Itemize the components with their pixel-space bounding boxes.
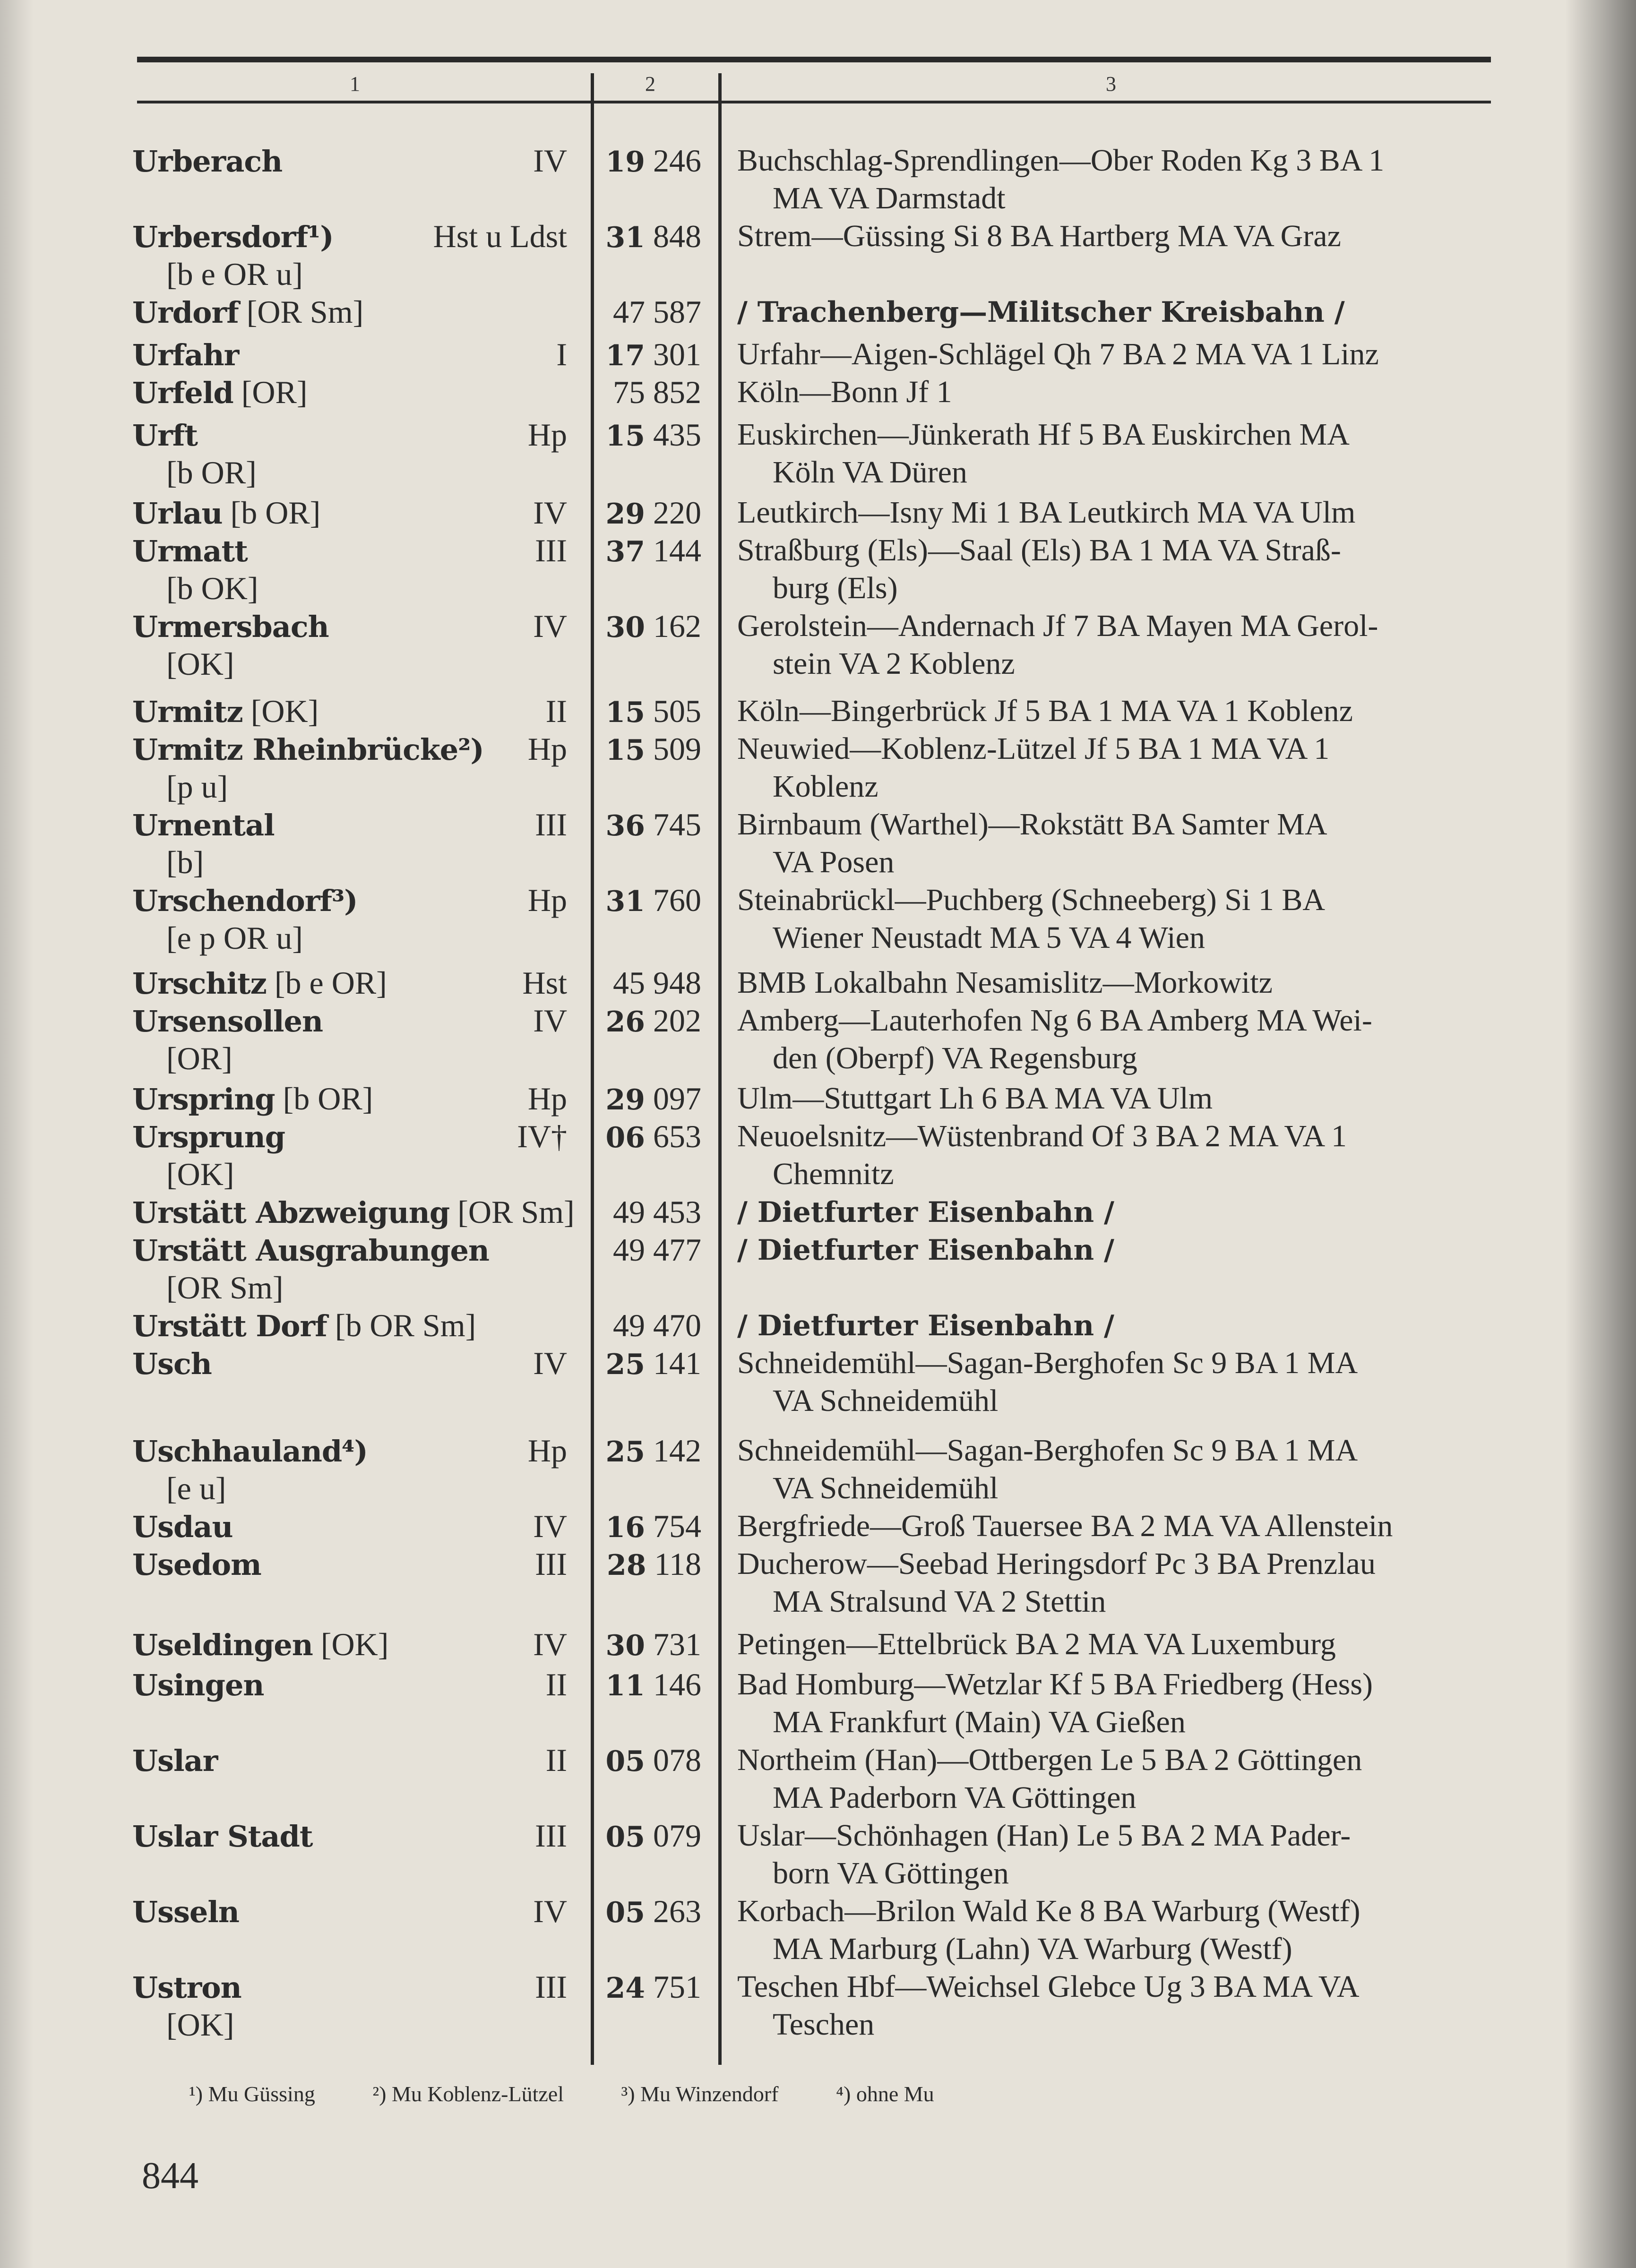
route-line — [737, 1002, 1372, 1040]
route-text: Bad Homburg—Wetzlar Kf 5 BA Friedberg (Hess) — [737, 1667, 1373, 1701]
column-header-3: 3 — [1106, 72, 1116, 95]
station-name: Ursprung — [132, 1120, 285, 1154]
route-line — [737, 1507, 1393, 1546]
route-line-continued: Köln VA Düren — [773, 455, 967, 490]
station-class: IV — [533, 143, 567, 179]
route-line — [737, 335, 1379, 374]
station-name-line — [132, 1507, 233, 1546]
route-line — [737, 964, 1273, 1002]
station-number-prefix: 30 — [605, 1629, 645, 1662]
station-class: II — [545, 1742, 567, 1778]
route-line — [737, 692, 1353, 730]
station-number-suffix: 079 — [645, 1818, 701, 1854]
route-line-continued: den (Oberpf) VA Regensburg — [773, 1041, 1137, 1075]
station-number — [606, 1741, 702, 1780]
station-class: III — [535, 1969, 567, 2005]
station-number — [606, 692, 702, 731]
route-line-continued: Chemnitz — [773, 1157, 894, 1191]
station-name-line — [132, 730, 484, 769]
route-line — [737, 1741, 1362, 1779]
station-name-line — [132, 692, 319, 731]
station-number-prefix: 29 — [605, 498, 645, 531]
station-number — [607, 1545, 701, 1584]
footnote-3: ³) Mu Winzendorf — [621, 2082, 779, 2106]
station-number — [606, 1117, 702, 1157]
column-header-2: 2 — [645, 72, 655, 95]
station-number — [606, 881, 702, 920]
station-number — [606, 142, 702, 181]
station-flags: [OK] — [312, 1626, 389, 1662]
route-line — [737, 1432, 1358, 1470]
station-number-prefix: 28 — [607, 1549, 646, 1582]
route-line — [737, 1231, 1114, 1269]
station-number-suffix: 162 — [645, 608, 701, 644]
route-line-continued: burg (Els) — [773, 571, 898, 605]
station-name-line — [132, 1625, 388, 1664]
route-text: Schneidemühl—Sagan-Berghofen Sc 9 BA 1 MA — [737, 1346, 1358, 1380]
footnote-2: ²) Mu Koblenz-Lützel — [372, 2082, 564, 2106]
station-name-line — [132, 806, 275, 844]
station-name-line — [132, 1117, 285, 1156]
station-number-suffix: 49 477 — [613, 1232, 701, 1268]
station-name-line — [132, 142, 282, 180]
station-name-line — [132, 1002, 323, 1040]
station-number-suffix: 75 852 — [613, 374, 701, 410]
station-number-suffix: 505 — [645, 693, 701, 729]
station-class: IV — [533, 495, 567, 531]
station-name: Usdau — [132, 1510, 233, 1544]
route-text: Northeim (Han)—Ottbergen Le 5 BA 2 Göttingen — [737, 1743, 1362, 1777]
station-class: Hst — [522, 965, 567, 1001]
station-class: IV — [533, 1508, 567, 1544]
route-text: Neuwied—Koblenz-Lützel Jf 5 BA 1 MA VA 1 — [737, 731, 1330, 766]
station-number-suffix: 754 — [645, 1508, 701, 1544]
route-line — [737, 607, 1378, 645]
route-text: Gerolstein—Andernach Jf 7 BA Mayen MA Gerol- — [737, 609, 1378, 643]
station-name-line — [132, 1545, 261, 1584]
station-flags-line2: [e p OR u] — [166, 920, 303, 956]
station-name: Urstätt Dorf — [132, 1309, 327, 1343]
station-class: Hst u Ldst — [433, 218, 567, 254]
station-name-line — [132, 607, 329, 646]
station-number-suffix: 202 — [645, 1003, 701, 1039]
footnote-1: ¹) Mu Güssing — [189, 2082, 315, 2106]
station-name-line — [132, 1306, 476, 1345]
station-name: Urspring — [132, 1082, 275, 1117]
station-name: Urdorf — [132, 295, 239, 330]
station-name: Ustron — [132, 1970, 241, 2005]
station-number-prefix: 31 — [605, 885, 645, 918]
station-flags-line2: [b OK] — [166, 570, 258, 606]
route-line — [737, 1625, 1336, 1664]
top-rule — [137, 57, 1491, 62]
station-number-suffix: 263 — [645, 1893, 701, 1929]
station-name: Usseln — [132, 1895, 239, 1929]
station-number — [606, 217, 702, 257]
station-class: Hp — [527, 1081, 567, 1117]
station-name-line — [132, 416, 198, 455]
route-text: Amberg—Lauterhofen Ng 6 BA Amberg MA Wei- — [737, 1003, 1372, 1038]
station-flags: [b OR Sm] — [327, 1307, 476, 1343]
station-name: Uschhauland⁴) — [132, 1434, 368, 1469]
route-text: Ducherow—Seebad Heringsdorf Pc 3 BA Prenzlau — [737, 1546, 1376, 1581]
station-number — [606, 1625, 702, 1665]
station-class: Hp — [527, 731, 567, 767]
station-number — [606, 1080, 702, 1119]
station-number-suffix: 848 — [645, 218, 701, 254]
route-railway-bold: / Dietfurter Eisenbahn / — [737, 1196, 1114, 1229]
station-flags-line2: [OR Sm] — [166, 1270, 284, 1306]
route-line — [737, 1117, 1347, 1156]
station-number — [606, 1892, 702, 1932]
route-text: Steinabrückl—Puchberg (Schneeberg) Si 1 BA — [737, 883, 1326, 917]
station-number — [613, 373, 701, 412]
station-name-line — [132, 532, 248, 570]
route-text: Teschen Hbf—Weichsel Glebce Ug 3 BA MA VA — [737, 1969, 1360, 2004]
route-line-continued: Koblenz — [773, 769, 878, 804]
route-line-continued: MA VA Darmstadt — [773, 181, 1006, 215]
route-line — [737, 1892, 1360, 1931]
station-number — [606, 532, 702, 571]
station-number — [613, 1306, 701, 1346]
station-number-suffix: 097 — [645, 1081, 701, 1117]
station-class: III — [535, 807, 567, 842]
station-name-line — [132, 293, 363, 332]
station-number-suffix: 118 — [646, 1546, 701, 1582]
station-number-suffix: 653 — [645, 1118, 701, 1154]
station-flags-line2: [p u] — [166, 769, 228, 805]
station-number-prefix: 16 — [605, 1511, 645, 1544]
station-name: Urfeld — [132, 376, 233, 410]
station-number — [606, 1432, 702, 1471]
route-text: Korbach—Brilon Wald Ke 8 BA Warburg (Westf) — [737, 1894, 1360, 1928]
station-flags: [b OR] — [222, 495, 321, 531]
station-name: Ursensollen — [132, 1004, 323, 1039]
station-number — [606, 1968, 702, 2007]
station-flags: [b e OR] — [266, 965, 387, 1001]
station-number — [606, 1817, 702, 1856]
header-rule — [137, 101, 1491, 103]
station-number-suffix: 144 — [645, 533, 701, 568]
route-text: Uslar—Schönhagen (Han) Le 5 BA 2 MA Pader- — [737, 1818, 1351, 1853]
station-name-line — [132, 1817, 313, 1856]
route-railway-bold: / Dietfurter Eisenbahn / — [737, 1309, 1114, 1342]
station-flags-line2: [b e OR u] — [166, 256, 303, 292]
route-line-continued: stein VA 2 Koblenz — [773, 646, 1015, 681]
station-class: Hp — [527, 417, 567, 453]
station-flags: [OR] — [233, 374, 308, 410]
station-number-suffix: 301 — [645, 336, 701, 372]
route-line — [737, 1968, 1360, 2006]
station-number-prefix: 05 — [605, 1821, 645, 1854]
route-line-continued: MA Paderborn VA Göttingen — [773, 1780, 1137, 1815]
route-line — [737, 142, 1384, 180]
route-text: Leutkirch—Isny Mi 1 BA Leutkirch MA VA Ulm — [737, 495, 1356, 530]
station-name-line — [132, 494, 320, 533]
station-number-suffix: 078 — [645, 1742, 701, 1778]
route-line-continued: Teschen — [773, 2007, 875, 2042]
station-flags: [OK] — [242, 693, 319, 729]
station-name: Urschitz — [132, 966, 267, 1001]
station-class: III — [535, 533, 567, 568]
station-number-prefix: 17 — [605, 339, 645, 372]
route-text: Schneidemühl—Sagan-Berghofen Sc 9 BA 1 MA — [737, 1433, 1358, 1468]
station-number — [606, 806, 702, 845]
station-number — [606, 1344, 702, 1383]
station-name-line — [132, 964, 387, 1003]
route-line-continued: born VA Göttingen — [773, 1856, 1009, 1890]
station-class: II — [545, 1667, 567, 1702]
route-line-continued: VA Schneidemühl — [773, 1383, 999, 1418]
station-number-prefix: 11 — [605, 1669, 645, 1702]
page-number: 844 — [142, 2155, 198, 2197]
station-class: II — [545, 693, 567, 729]
station-class: III — [535, 1546, 567, 1582]
route-line-continued: Wiener Neustadt MA 5 VA 4 Wien — [773, 920, 1205, 955]
station-number — [606, 335, 702, 375]
station-flags-line2: [b OR] — [166, 455, 257, 490]
footnotes — [189, 2081, 986, 2106]
station-number-suffix: 751 — [645, 1969, 701, 2005]
station-name-line — [132, 1968, 241, 2007]
station-name-line — [132, 1432, 368, 1470]
station-class: III — [535, 1818, 567, 1854]
column-divider-2 — [718, 73, 722, 2065]
route-text: Straßburg (Els)—Saal (Els) BA 1 MA VA Straß- — [737, 533, 1341, 567]
station-class: I — [556, 336, 567, 372]
route-line — [737, 730, 1329, 768]
station-class: IV — [533, 1893, 567, 1929]
station-flags-line2: [OK] — [166, 1156, 234, 1192]
station-name: Uslar — [132, 1744, 218, 1778]
route-text: Bergfriede—Groß Tauersee BA 2 MA VA Allenstein — [737, 1509, 1393, 1543]
station-class: IV — [533, 608, 567, 644]
station-number-suffix: 220 — [645, 495, 701, 531]
station-name-line — [132, 881, 358, 920]
station-number — [606, 607, 702, 646]
route-text: Neuoelsnitz—Wüstenbrand Of 3 BA 2 MA VA 1 — [737, 1119, 1347, 1153]
station-number-prefix: 31 — [605, 221, 645, 254]
station-number-prefix: 15 — [605, 420, 645, 453]
route-text: Petingen—Ettelbrück BA 2 MA VA Luxemburg — [737, 1627, 1336, 1661]
route-text: Ulm—Stuttgart Lh 6 BA MA VA Ulm — [737, 1081, 1213, 1116]
footnote-4: ⁴) ohne Mu — [836, 2082, 934, 2106]
station-number — [606, 1666, 702, 1705]
route-line — [737, 1193, 1114, 1231]
station-flags: [OR Sm] — [449, 1194, 575, 1230]
station-number-prefix: 15 — [605, 734, 645, 767]
route-railway-bold: / Trachenberg—Militscher Kreisbahn / — [737, 296, 1345, 329]
route-line — [737, 1545, 1376, 1583]
station-number-prefix: 26 — [605, 1005, 645, 1039]
station-class: Hp — [527, 882, 567, 918]
station-number-prefix: 29 — [605, 1083, 645, 1117]
station-name-line — [132, 1741, 217, 1780]
route-text: Birnbaum (Warthel)—Rokstätt BA Samter MA — [737, 807, 1327, 842]
station-number — [613, 293, 701, 332]
station-flags-line2: [b] — [166, 844, 204, 880]
station-name: Urmatt — [132, 534, 248, 568]
station-number-prefix: 25 — [605, 1348, 645, 1381]
station-name: Urfahr — [132, 338, 239, 372]
station-name-line — [132, 1193, 575, 1232]
station-name: Useldingen — [132, 1628, 313, 1662]
column-divider-1 — [591, 73, 594, 2065]
station-class: IV — [533, 1626, 567, 1662]
station-number — [606, 1002, 702, 1041]
station-number — [606, 730, 702, 769]
station-class: IV — [533, 1345, 567, 1381]
route-line-continued: MA Stralsund VA 2 Stettin — [773, 1584, 1106, 1619]
station-flags: [b OR] — [275, 1081, 373, 1117]
route-text: Urfahr—Aigen-Schlägel Qh 7 BA 2 MA VA 1 Linz — [737, 337, 1379, 371]
station-number-suffix: 47 587 — [613, 294, 701, 330]
route-text: BMB Lokalbahn Nesamislitz—Morkowitz — [737, 965, 1273, 1000]
station-number — [613, 964, 701, 1003]
station-number-prefix: 36 — [605, 809, 645, 842]
station-name: Usedom — [132, 1547, 261, 1582]
station-number-suffix: 509 — [645, 731, 701, 767]
station-number — [606, 494, 702, 533]
route-line — [737, 1080, 1213, 1118]
station-number-suffix: 731 — [645, 1626, 701, 1662]
station-number-suffix: 49 470 — [613, 1307, 701, 1343]
station-name-line — [132, 1231, 489, 1270]
station-class: IV† — [517, 1118, 567, 1154]
route-line-continued: MA Frankfurt (Main) VA Gießen — [773, 1705, 1186, 1739]
station-number-prefix: 25 — [605, 1435, 645, 1469]
station-class: IV — [533, 1003, 567, 1039]
station-number-prefix: 30 — [605, 611, 645, 644]
station-number-suffix: 141 — [645, 1345, 701, 1381]
station-number-prefix: 19 — [605, 146, 645, 179]
station-number-prefix: 24 — [605, 1972, 645, 2005]
station-number-suffix: 246 — [645, 143, 701, 179]
route-line — [737, 881, 1325, 919]
route-line-continued: VA Posen — [773, 845, 895, 879]
station-class: Hp — [527, 1433, 567, 1469]
station-number — [606, 1507, 702, 1546]
route-line — [737, 1666, 1373, 1704]
route-line — [737, 293, 1345, 331]
route-line — [737, 1344, 1358, 1383]
station-number-prefix: 37 — [605, 535, 645, 568]
station-name-line — [132, 1666, 264, 1704]
route-text: Buchschlag-Sprendlingen—Ober Roden Kg 3 BA 1 — [737, 143, 1385, 178]
station-name-line — [132, 1344, 212, 1383]
route-line — [737, 532, 1341, 570]
station-name: Urmitz Rheinbrücke²) — [132, 732, 484, 767]
station-number-suffix: 142 — [645, 1433, 701, 1469]
route-line — [737, 494, 1355, 532]
station-number-suffix: 146 — [645, 1667, 701, 1702]
route-line-continued: VA Schneidemühl — [773, 1471, 999, 1505]
station-number-suffix: 745 — [645, 807, 701, 842]
station-flags-line2: [OR] — [166, 1040, 232, 1076]
route-railway-bold: / Dietfurter Eisenbahn / — [737, 1234, 1114, 1267]
route-text: Euskirchen—Jünkerath Hf 5 BA Euskirchen MA — [737, 417, 1350, 452]
station-flags: [OR Sm] — [238, 294, 364, 330]
station-name-line — [132, 1892, 239, 1931]
station-number — [613, 1231, 701, 1270]
station-flags-line2: [OK] — [166, 2007, 234, 2043]
station-name: Urbersdorf¹) — [132, 220, 334, 254]
station-name: Urstätt Abzweigung — [132, 1195, 450, 1230]
station-name: Urberach — [132, 144, 283, 179]
station-flags-line2: [OK] — [166, 646, 234, 682]
route-text: Köln—Bingerbrück Jf 5 BA 1 MA VA 1 Koblenz — [737, 694, 1353, 728]
column-header-1: 1 — [350, 72, 360, 95]
route-line — [737, 416, 1350, 454]
station-flags-line2: [e u] — [166, 1470, 226, 1506]
station-number — [613, 1193, 701, 1232]
station-number-suffix: 49 453 — [613, 1194, 701, 1230]
station-name-line — [132, 1080, 373, 1118]
station-name: Urnental — [132, 808, 275, 842]
station-name-line — [132, 373, 308, 412]
station-number — [606, 416, 702, 455]
route-text: Köln—Bonn Jf 1 — [737, 375, 952, 409]
station-name: Usch — [132, 1347, 212, 1381]
station-number-prefix: 05 — [605, 1745, 645, 1778]
route-line — [737, 217, 1341, 256]
station-name: Uslar Stadt — [132, 1819, 313, 1854]
station-name: Urft — [132, 418, 198, 453]
station-name-line — [132, 335, 239, 374]
page-shadow-left — [0, 0, 33, 2268]
station-name: Usingen — [132, 1668, 264, 1702]
route-line — [737, 1817, 1351, 1855]
station-name: Urmitz — [132, 695, 243, 729]
station-number-prefix: 05 — [605, 1896, 645, 1929]
route-line — [737, 806, 1327, 844]
route-line — [737, 373, 952, 412]
page-shadow-right — [1565, 0, 1636, 2268]
station-number-prefix: 06 — [605, 1121, 645, 1154]
station-name: Urschendorf³) — [132, 884, 358, 918]
route-line — [737, 1306, 1114, 1345]
station-name: Urlau — [132, 496, 223, 531]
station-number-prefix: 15 — [605, 696, 645, 729]
station-number-suffix: 435 — [645, 417, 701, 453]
station-number-suffix: 760 — [645, 882, 701, 918]
station-number-suffix: 45 948 — [613, 965, 701, 1001]
station-name: Urstätt Ausgrabungen — [132, 1233, 489, 1268]
route-line-continued: MA Marburg (Lahn) VA Warburg (Westf) — [773, 1932, 1292, 1966]
station-name-line — [132, 217, 334, 256]
station-name: Urmersbach — [132, 610, 329, 644]
route-text: Strem—Güssing Si 8 BA Hartberg MA VA Graz — [737, 219, 1341, 253]
